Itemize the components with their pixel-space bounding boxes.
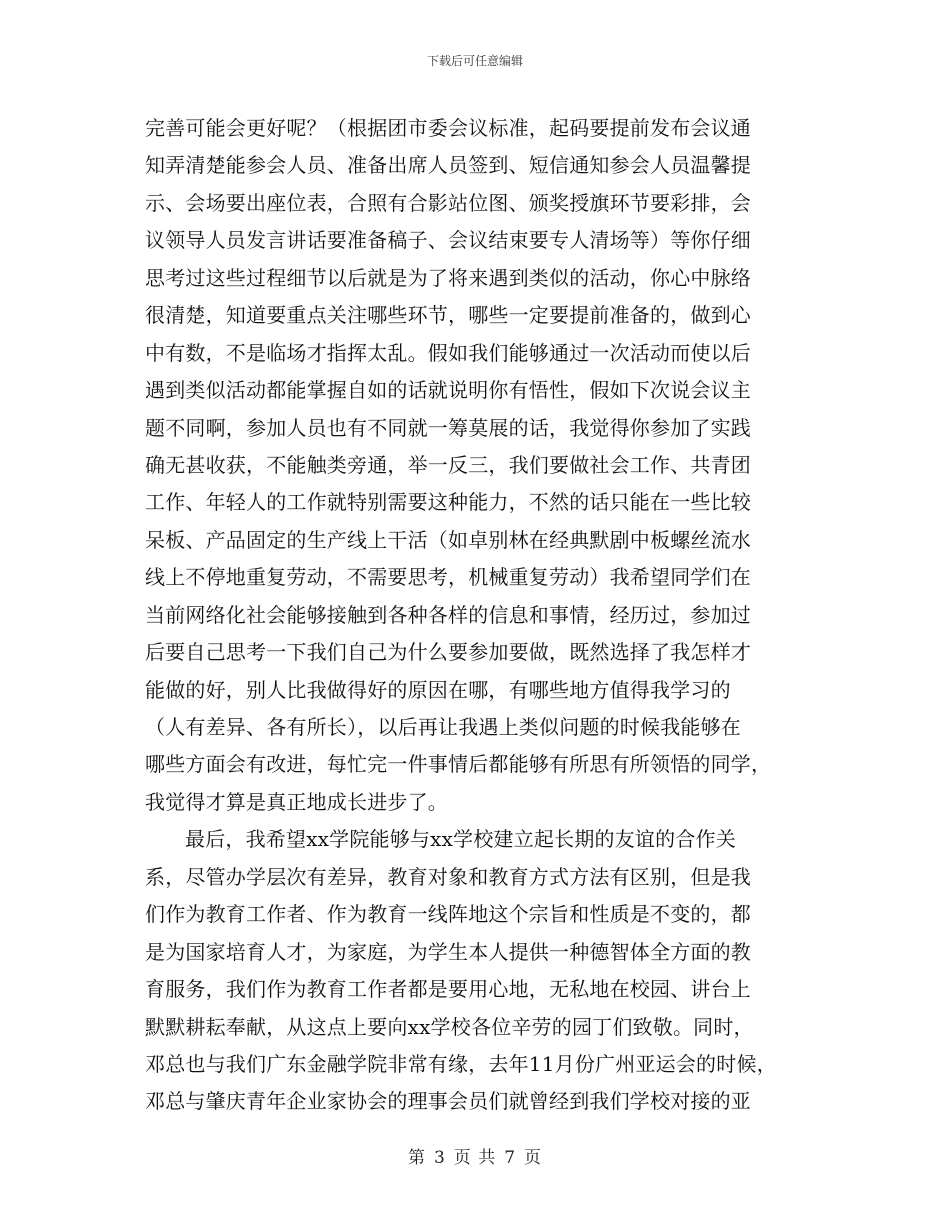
page-header (0, 53, 950, 69)
footer-prefix: 第 (407, 1148, 426, 1168)
text-line: 系，尽管办学层次有差异，教育对象和教育方式方法有区别，但是我 (145, 864, 751, 889)
text-line: 邓总也与我们广东金融学院非常有缘，去年11月份广州亚运会的时候， (145, 1051, 777, 1076)
text-line: 确无甚收获，不能触类旁通，举一反三，我们要做社会工作、共青团 (145, 452, 751, 477)
text-line: 工作、年轻人的工作就特别需要这种能力，不然的话只能在一些比较 (145, 490, 751, 515)
footer-current-page: 3 (433, 1148, 446, 1168)
text-line: 完善可能会更好呢？（根据团市委会议标准，起码要提前发布会议通 (145, 116, 751, 140)
text-line: 是为国家培育人才，为家庭，为学生本人提供一种德智体全方面的教 (145, 939, 751, 964)
footer-middle: 页 共 (453, 1148, 497, 1168)
text-line: 能做的好，别人比我做得好的原因在哪，有哪些地方值得我学习的 (145, 677, 731, 702)
text-line: 题不同啊，参加人员也有不同就一筹莫展的话，我觉得你参加了实践 (145, 415, 751, 440)
text-line: 我觉得才算是真正地成长进步了。 (145, 789, 448, 814)
text-line: 中有数，不是临场才指挥太乱。假如我们能够通过一次活动而使以后 (145, 340, 751, 365)
text-line: （人有差异、各有所长），以后再让我遇上类似问题的时候我能够在 (145, 715, 741, 739)
text-line: 育服务，我们作为教育工作者都是要用心地，无私地在校园、讲台上 (145, 977, 751, 1002)
text-line: 议领导人员发言讲话要准备稿子、会议结束要专人清场等）等你仔细 (145, 228, 751, 253)
text-line: 当前网络化社会能够接触到各种各样的信息和事情，经历过，参加过 (145, 602, 751, 627)
footer-total-pages: 7 (504, 1148, 517, 1168)
text-line: 后要自己思考一下我们自己为什么要参加要做，既然选择了我怎样才 (145, 640, 751, 665)
text-line: 默默耕耘奉献，从这点上要向xx学校各位辛劳的园丁们致敬。同时， (145, 1014, 754, 1039)
text-line: 呆板、产品固定的生产线上干活（如卓别林在经典默剧中板螺丝流水 (145, 527, 751, 552)
text-line: 哪些方面会有改进，每忙完一件事情后都能够有所思有所领悟的同学， (145, 752, 772, 777)
text-line: 遇到类似活动都能掌握自如的话就说明你有悟性，假如下次说会议主 (145, 378, 751, 403)
text-line: 很清楚，知道要重点关注哪些环节，哪些一定要提前准备的，做到心 (145, 303, 751, 328)
text-line: 知弄清楚能参会人员、准备出席人员签到、短信通知参会人员温馨提 (145, 153, 751, 178)
text-line: 示、会场要出座位表，合照有合影站位图、颁奖授旗环节要彩排，会 (145, 190, 751, 215)
text-line: 思考过这些过程细节以后就是为了将来遇到类似的活动，你心中脉络 (145, 265, 751, 290)
text-line: 线上不停地重复劳动，不需要思考，机械重复劳动）我希望同学们在 (145, 565, 751, 590)
paragraph-start-line: 最后，我希望xx学院能够与xx学校建立起长期的友谊的合作关 (185, 827, 736, 852)
document-body (145, 110, 805, 1121)
footer-suffix: 页 (524, 1148, 543, 1168)
text-line: 邓总与肇庆青年企业家协会的理事会员们就曾经到我们学校对接的亚 (145, 1089, 751, 1114)
text-line: 们作为教育工作者、作为教育一线阵地这个宗旨和性质是不变的，都 (145, 902, 751, 927)
header-note: 下载后可任意编辑 (426, 54, 523, 68)
page-footer (0, 1147, 950, 1169)
